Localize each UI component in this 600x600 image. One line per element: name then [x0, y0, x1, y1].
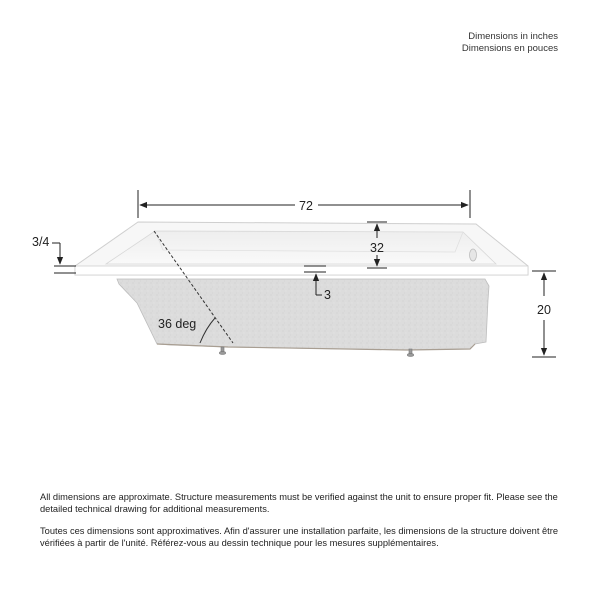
overflow-drain: [470, 249, 477, 261]
disclaimer-english: All dimensions are approximate. Structure measurements must be verified against the unit to ensure proper fit. Please see the detailed technical drawing for additional measurements.: [40, 492, 558, 514]
offset-label: 3: [324, 288, 331, 302]
lip-label: 3/4: [32, 235, 50, 249]
height-label: 20: [537, 303, 551, 317]
depth-label: 32: [370, 241, 384, 255]
lip-dimension: [52, 243, 76, 273]
units-english: Dimensions in inches: [468, 31, 558, 42]
tub-apron: [117, 279, 489, 350]
tub-rim-front: [75, 266, 528, 275]
units-french: Dimensions en pouces: [461, 43, 558, 54]
angle-label: 36 deg: [158, 317, 197, 331]
length-label: 72: [299, 199, 313, 213]
disclaimer-french: Toutes ces dimensions sont approximatives. Afin d'assurer une installation parfaite, les dimensions de la structure doivent être vérifiées à partir de l'unité. Référez-vous au dessin technique pour les mesures supplémentaires.: [40, 526, 559, 548]
disclaimer-notes: [40, 491, 560, 559]
tub-basin: [106, 231, 496, 264]
